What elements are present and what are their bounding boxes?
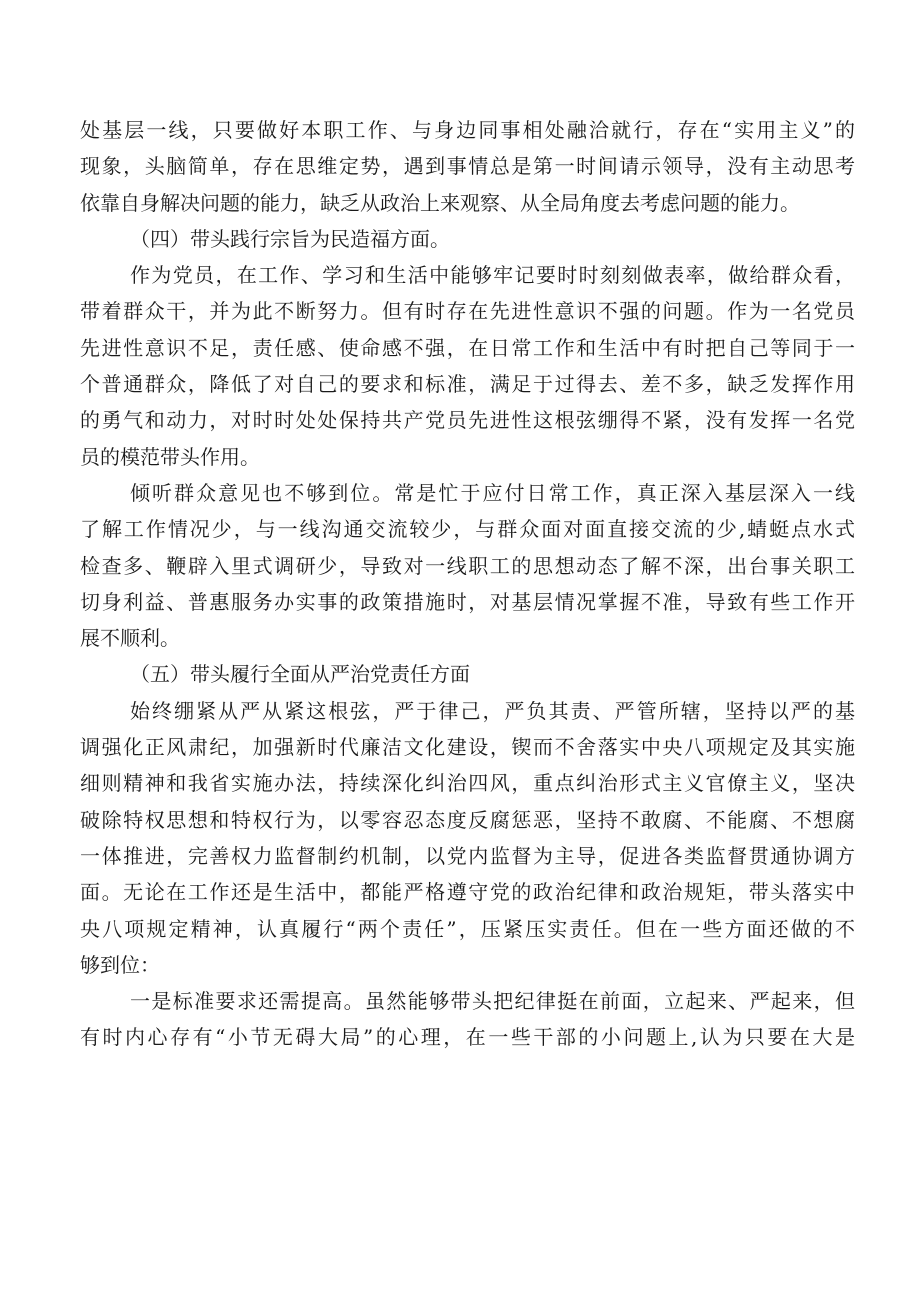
- text-line: 够到位：: [80, 952, 160, 977]
- text-line: 面。无论在工作还是生活中，都能严格遵守党的政治纪律和政治规矩，带头落实中: [80, 880, 855, 905]
- text-line: 了解工作情况少，与一线沟通交流较少，与群众面对面直接交流的少,蜻蜓点水式: [80, 517, 855, 542]
- section-heading: （五）带头履行全面从严治党责任方面: [130, 662, 470, 687]
- section-heading: （四）带头践行宗旨为民造福方面。: [130, 226, 450, 251]
- paragraph-first-line: 一是标准要求还需提高。虽然能够带头把纪律挺在前面，立起来、严起来，但: [130, 989, 855, 1014]
- text-line: 一体推进，完善权力监督制约机制，以党内监督为主导，促进各类监督贯通协调方: [80, 843, 855, 868]
- text-line: 员的模范带头作用。: [80, 444, 260, 469]
- text-line: 切身利益、普惠服务办实事的政策措施时，对基层情况掌握不准，导致有些工作开: [80, 589, 855, 614]
- paragraph-first-line: 作为党员，在工作、学习和生活中能够牢记要时时刻刻做表率，做给群众看，: [130, 263, 855, 288]
- text-line: 现象，头脑简单，存在思维定势，遇到事情总是第一时间请示领导，没有主动思考: [80, 154, 855, 179]
- text-line: 破除特权思想和特权行为，以零容忍态度反腐惩恶，坚持不敢腐、不能腐、不想腐: [80, 807, 855, 832]
- text-line: 先进性意识不足，责任感、使命感不强，在日常工作和生活中有时把自己等同于一: [80, 335, 855, 360]
- text-line: 细则精神和我省实施办法，持续深化纠治四风，重点纠治形式主义官僚主义，坚决: [80, 771, 855, 796]
- text-line: 带着群众干，并为此不断努力。但有时存在先进性意识不强的问题。作为一名党员: [80, 299, 855, 324]
- text-line: 的勇气和动力，对时时处处保持共产党员先进性这根弦绷得不紧，没有发挥一名党: [80, 408, 855, 433]
- text-line: 处基层一线，只要做好本职工作、与身边同事相处融洽就行，存在“实用主义”的: [80, 118, 855, 142]
- text-line: 有时内心存有“小节无碍大局”的心理，在一些干部的小问题上,认为只要在大是: [80, 1025, 855, 1050]
- text-line: 个普通群众，降低了对自己的要求和标准，满足于过得去、差不多，缺乏发挥作用: [80, 372, 855, 397]
- text-line: 央八项规定精神，认真履行“两个责任”，压紧压实责任。但在一些方面还做的不: [80, 916, 855, 941]
- text-line: 检查多、鞭辟入里式调研少，导致对一线职工的思想动态了解不深，出台事关职工: [80, 553, 855, 578]
- paragraph-first-line: 倾听群众意见也不够到位。常是忙于应付日常工作，真正深入基层深入一线: [130, 480, 855, 505]
- text-line: 调强化正风肃纪，加强新时代廉洁文化建设，锲而不舍落实中央八项规定及其实施: [80, 735, 855, 760]
- document-body: [80, 112, 855, 1056]
- paragraph-first-line: 始终绷紧从严从紧这根弦，严于律己，严负其责、严管所辖，坚持以严的基: [130, 698, 855, 723]
- text-line: 展不顺利。: [80, 626, 180, 651]
- text-line: 依靠自身解决问题的能力，缺乏从政治上来观察、从全局角度去考虑问题的能力。: [80, 190, 800, 215]
